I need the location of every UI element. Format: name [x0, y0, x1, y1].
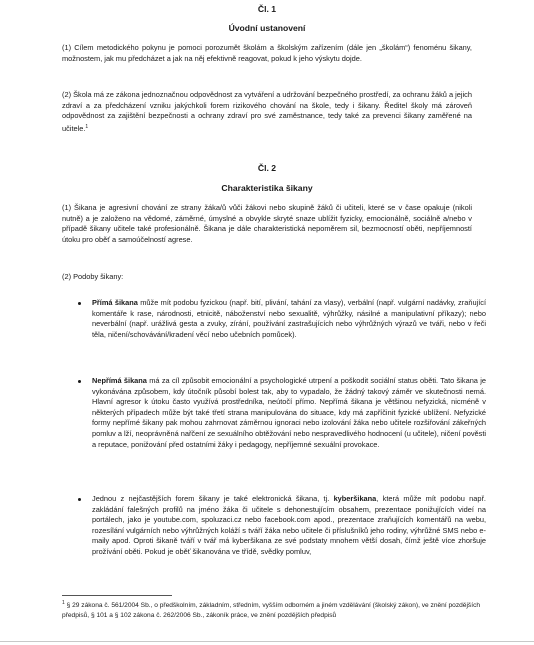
- bullet-body: může mít podobu fyzickou (např. bití, plivání, tahání za vlasy), verbální (např. vulgární nadávky, zraňující komentáře k rase, národnosti, etnicitě, náboženství nebo sexualitě, výhrůžky, násilné a manipulativní příkazy); nebo neverbální (např. urážlivá gesta a zvuky, zírání, používání zastrašujících nebo výhrůžných výrazů ve tváři, nebo v řeči těla, ničení/schovávání/kradení věcí nebo učebních pomůcek).: [92, 298, 486, 339]
- section-1-number: Čl. 1: [257, 4, 277, 14]
- bullet-text: [92, 298, 486, 340]
- bullet-prefix: Jednou z nejčastějších forem šikany je také elektronická šikana, tj.: [92, 494, 334, 503]
- footnote-divider: [62, 595, 172, 596]
- bullet-term: Nepřímá šikana: [92, 376, 147, 385]
- section-2-header: [62, 163, 472, 194]
- page-bottom-border: [0, 641, 534, 642]
- bullet-text: [92, 494, 486, 558]
- footnote-ref[interactable]: 1: [85, 123, 89, 130]
- section-1-header: [62, 4, 472, 34]
- section-1-paragraph-1: [62, 43, 472, 64]
- footnote: [62, 599, 502, 620]
- section-1-paragraph-2: [62, 90, 472, 134]
- bullet-icon: [78, 380, 81, 383]
- section-2-paragraph-1: [62, 203, 472, 245]
- footnote-number: 1: [62, 600, 65, 606]
- section-2-paragraph-2: [62, 272, 472, 283]
- bullet-term: Přímá šikana: [92, 298, 138, 307]
- paragraph-text: [62, 90, 472, 134]
- bullet-icon: [78, 498, 81, 501]
- bullet-text: [92, 376, 486, 450]
- paragraph-text: (2) Podoby šikany:: [62, 272, 124, 281]
- bullet-item-direct-bullying: [62, 298, 486, 340]
- paragraph-body: (2) Škola má ze zákona jednoznačnou odpovědnost za vytváření a udržování bezpečného prostředí, za ochranu žáků a jejich zdraví a za předcházení vzniku jakýchkoli forem rizikového chování na škole, tedy i šikany. Ředitel školy má zároveň odpovědnost za zajištění bezpečnosti a ochrany zdraví pro své zaměstnance, tedy také za prevenci šikany zaměřené na učitele.: [62, 90, 472, 133]
- section-2-number: Čl. 2: [257, 163, 277, 173]
- bullet-body: má za cíl způsobit emocionální a psychologické utrpení a poškodit sociální status oběti. Tato šikana je vykonávána způsobem, kdy útočník působí bolest tak, aby to vypadalo, že žádný takový záměr ve skutečnosti nemá. Hlavní agresor k útoku často využívá prostředníka, neútočí přímo. Nepřímá šikana je většinou nefyzická, nicméně v některých případech může být také třetí strana manipulována do situace, kdy má zapříčinit fyzické ublížení. Nefyzické formy nepřímé šikany pak mohou zahrnovat záměrnou ignoraci nebo izolování žáka nebo učitele rozšiřování zákeřných pomluv a lží, neoprávněná nařčení ze sexuálního obtěžování nebo nespravedlivého hodnocení (u učitele), ničení pověsti a reputace, ponižování před ostatními žáky i pedagogy, nepříjemné sexuální provokace.: [92, 376, 487, 449]
- bullet-body: , která může mít podobu např. zakládání falešných profilů na jméno žáka či učitele s dehonestujícím obsahem, prezentace ponižujících videí na portálech, jako je youtube.com, spoluzaci.cz nebo facebook.com apod., prezentace zraňujících komentářů na webu, rozesílání vulgárních nebo výhrůžných koláží s tváří žáka nebo učitele či příslušníků jeho rodiny, výhrůžné SMS nebo e-maily apod. Oproti šikaně tváří v tvář má kyberšikana ze své podstaty mnohem větší dosah, čímž ještě více zhoršuje prožívání oběti. Pokud je oběť šikanována ve třídě, svědky pomluv,: [92, 494, 486, 556]
- footnote-text: § 29 zákona č. 561/2004 Sb., o předškolním, základním, středním, vyšším odborném a jiném vzdělávání (školský zákon), ve znění pozdějších předpisů, § 101 a § 102 zákona č. 262/2006 Sb., zákoník práce, ve znění pozdějších předpisů: [62, 602, 481, 619]
- section-1-title: Úvodní ustanovení: [228, 23, 306, 33]
- section-2-title: Charakteristika šikany: [221, 183, 313, 193]
- bullet-icon: [78, 302, 81, 305]
- bullet-item-cyberbullying: [62, 494, 486, 558]
- paragraph-text: (1) Šikana je agresivní chování ze strany žáka/ů vůči žákovi nebo skupině žáků či učiteli, které se v čase opakuje (nikoli nutně) a je založeno na vědomé, záměrné, úmyslné a obvykle skryté snaze ublížit fyzicky, emocionálně, sociálně a/nebo v případě šikany učitele také profesionálně. Šikana je dále charakteristická nepoměrem sil, bezmocností oběti, nepříjemností útoku pro oběť a samoúčelností agrese.: [62, 203, 472, 244]
- bullet-item-indirect-bullying: [62, 376, 486, 450]
- paragraph-text: (1) Cílem metodického pokynu je pomoci porozumět školám a školským zařízením (dále jen „školám“) fenoménu šikany, možnostem, jak mu předcházet a jak na něj efektivně reagovat, pokud k jeho výskytu dojde.: [62, 43, 472, 63]
- bullet-term: kyberšikana: [333, 494, 377, 503]
